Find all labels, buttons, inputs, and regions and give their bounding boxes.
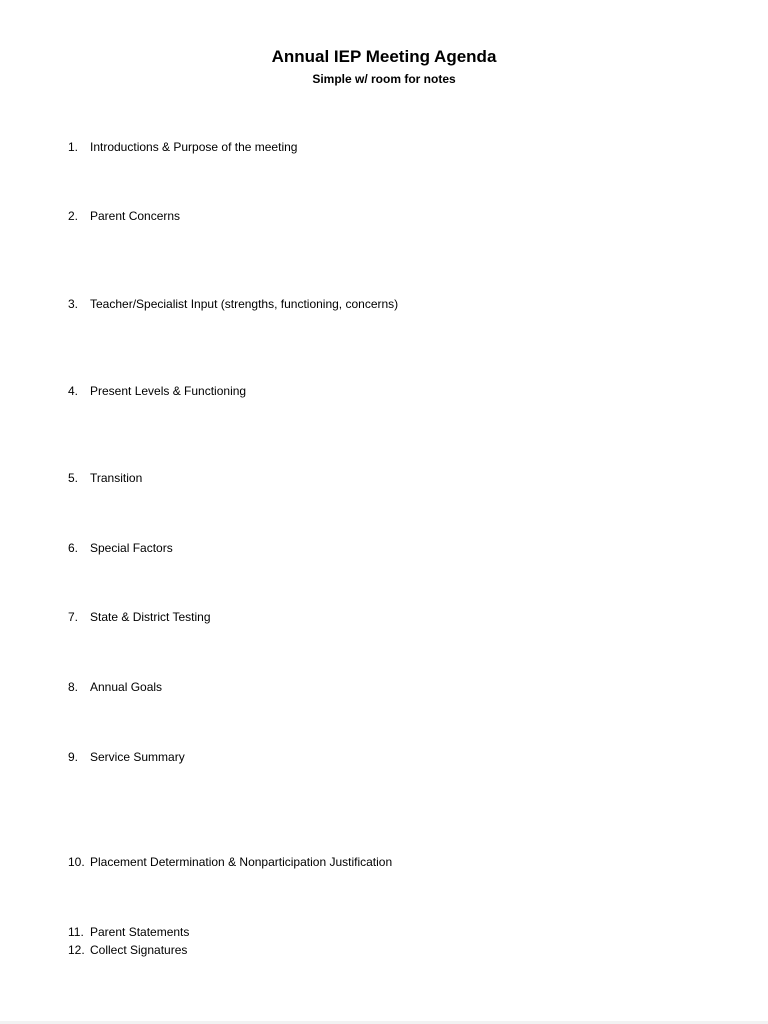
agenda-item-present-levels: [68, 384, 246, 399]
agenda-item-number: 2.: [68, 209, 79, 223]
agenda-item-number: 3.: [68, 297, 79, 311]
agenda-item-label: Placement Determination & Nonparticipation Justification: [90, 855, 393, 869]
agenda-item-number: 6.: [68, 541, 79, 555]
agenda-item-label: Present Levels & Functioning: [90, 384, 247, 398]
agenda-item-introductions: [68, 140, 297, 155]
document-subtitle: Simple w/ room for notes: [312, 72, 456, 86]
agenda-item-label: Introductions & Purpose of the meeting: [90, 140, 298, 154]
agenda-item-label: Special Factors: [90, 541, 173, 555]
agenda-item-number: 4.: [68, 384, 79, 398]
agenda-item-parent-statements: [68, 925, 189, 940]
agenda-item-number: 7.: [68, 610, 79, 624]
agenda-item-number: 12.: [68, 943, 85, 957]
agenda-item-label: Transition: [90, 471, 143, 485]
agenda-item-label: Parent Concerns: [90, 209, 181, 223]
agenda-item-special-factors: [68, 541, 173, 556]
agenda-item-parent-concerns: [68, 209, 180, 224]
agenda-item-number: 11.: [68, 925, 84, 939]
agenda-item-placement: [68, 855, 392, 870]
agenda-item-label: Teacher/Specialist Input (strengths, functioning, concerns): [90, 297, 399, 311]
agenda-item-service-summary: [68, 750, 185, 765]
agenda-item-number: 5.: [68, 471, 79, 485]
agenda-item-label: Collect Signatures: [90, 943, 188, 957]
agenda-item-transition: [68, 471, 142, 486]
agenda-item-label: Service Summary: [90, 750, 185, 764]
agenda-item-number: 9.: [68, 750, 79, 764]
agenda-item-signatures: [68, 943, 187, 958]
agenda-item-label: Parent Statements: [90, 925, 190, 939]
agenda-item-number: 10.: [68, 855, 85, 869]
agenda-item-annual-goals: [68, 680, 162, 695]
agenda-item-number: 8.: [68, 680, 79, 694]
agenda-item-label: Annual Goals: [90, 680, 163, 694]
agenda-item-number: 1.: [68, 140, 79, 154]
document-title: Annual IEP Meeting Agenda: [271, 47, 497, 66]
agenda-item-testing: [68, 610, 211, 625]
agenda-item-label: State & District Testing: [90, 610, 211, 624]
agenda-item-teacher-input: [68, 297, 398, 312]
